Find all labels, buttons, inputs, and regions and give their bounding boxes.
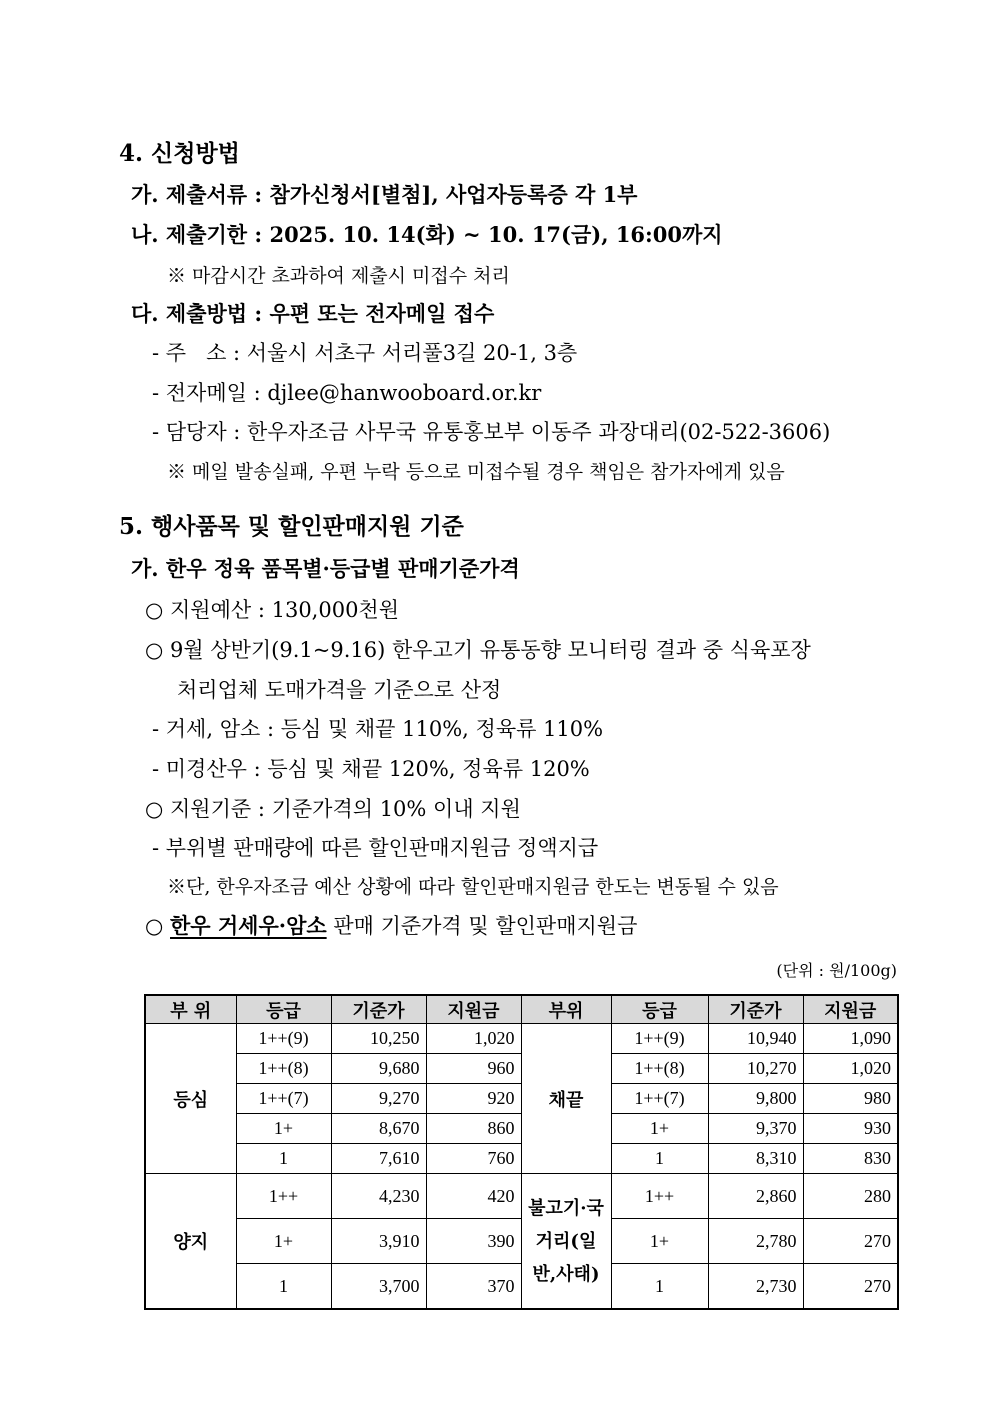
table-header-row bbox=[145, 995, 898, 1024]
submit-deadline-sep: : bbox=[254, 222, 263, 247]
cell-support: 980 bbox=[803, 1084, 898, 1114]
cell-support: 860 bbox=[426, 1114, 521, 1144]
cell-grade: 1++(8) bbox=[236, 1054, 331, 1084]
cell-support: 280 bbox=[803, 1174, 898, 1219]
cell-price: 2,860 bbox=[708, 1174, 803, 1219]
table-intro-rest: 판매 기준가격 및 할인판매지원금 bbox=[333, 914, 638, 938]
cell-support: 920 bbox=[426, 1084, 521, 1114]
header-grade-right: 등급 bbox=[611, 995, 708, 1024]
table-unit: (단위 : 원/100g) bbox=[776, 961, 897, 980]
submit-documents-label: 가. 제출서류 bbox=[131, 182, 248, 207]
cell-support: 420 bbox=[426, 1174, 521, 1219]
basis-line-2: 처리업체 도매가격을 기준으로 산정 bbox=[177, 678, 502, 702]
cell-price: 9,680 bbox=[331, 1054, 426, 1084]
submit-method-value: 우편 또는 전자메일 접수 bbox=[269, 301, 495, 326]
cell-price: 10,250 bbox=[331, 1024, 426, 1054]
cell-support: 370 bbox=[426, 1264, 521, 1310]
submit-documents-sep: : bbox=[254, 182, 263, 207]
submit-deadline-label: 나. 제출기한 bbox=[131, 222, 248, 247]
part-deungsim: 등심 bbox=[145, 1024, 236, 1174]
email-line: - 전자메일 : djlee@hanwooboard.or.kr bbox=[152, 381, 542, 405]
method-note: ※ 메일 발송실패, 우편 누락 등으로 미접수될 경우 책임은 참가자에게 있음 bbox=[167, 461, 785, 483]
price-table bbox=[144, 994, 899, 1310]
cell-support: 1,020 bbox=[426, 1024, 521, 1054]
submit-deadline-line bbox=[131, 221, 723, 249]
rule-heifer: - 미경산우 : 등심 및 채끝 120%, 정육류 120% bbox=[152, 757, 590, 781]
cell-support: 270 bbox=[803, 1219, 898, 1264]
cell-support: 390 bbox=[426, 1219, 521, 1264]
table-row bbox=[145, 1024, 898, 1054]
submit-method-line bbox=[131, 300, 494, 328]
part-bulgogi: 불고기·국거리(일반,사태) bbox=[521, 1174, 611, 1310]
cell-grade: 1++(9) bbox=[236, 1024, 331, 1054]
cell-support: 270 bbox=[803, 1264, 898, 1310]
address-line: - 주 소 : 서울시 서초구 서리풀3길 20-1, 3층 bbox=[152, 341, 578, 365]
cell-price: 9,270 bbox=[331, 1084, 426, 1114]
cell-grade: 1++(9) bbox=[611, 1024, 708, 1054]
cell-price: 7,610 bbox=[331, 1144, 426, 1174]
contact-line: - 담당자 : 한우자조금 사무국 유통홍보부 이동주 과장대리(02-522-3606) bbox=[152, 420, 831, 444]
cell-grade: 1++(8) bbox=[611, 1054, 708, 1084]
cell-price: 10,940 bbox=[708, 1024, 803, 1054]
table-intro-emphasis: 한우 거세우·암소 bbox=[170, 913, 327, 938]
cell-grade: 1+ bbox=[611, 1114, 708, 1144]
cell-grade: 1+ bbox=[611, 1219, 708, 1264]
cell-price: 9,800 bbox=[708, 1084, 803, 1114]
submit-documents-line bbox=[131, 181, 637, 209]
budget-label: ○ 지원예산 bbox=[145, 598, 252, 622]
header-price-left: 기준가 bbox=[331, 995, 426, 1024]
cell-grade: 1 bbox=[236, 1144, 331, 1174]
budget-value: : 130,000천원 bbox=[257, 598, 400, 622]
cell-grade: 1 bbox=[611, 1144, 708, 1174]
deadline-note: ※ 마감시간 초과하여 제출시 미접수 처리 bbox=[167, 265, 510, 287]
cell-price: 9,370 bbox=[708, 1114, 803, 1144]
support-label: ○ 지원기준 bbox=[145, 797, 252, 821]
cell-price: 2,730 bbox=[708, 1264, 803, 1310]
price-subheading: 가. 한우 정육 품목별·등급별 판매기준가격 bbox=[131, 556, 520, 581]
support-value: : 기준가격의 10% 이내 지원 bbox=[257, 797, 521, 821]
cell-grade: 1++ bbox=[611, 1174, 708, 1219]
cell-grade: 1++ bbox=[236, 1174, 331, 1219]
header-part-right: 부위 bbox=[521, 995, 611, 1024]
table-row bbox=[145, 1174, 898, 1219]
part-yangji: 양지 bbox=[145, 1174, 236, 1310]
cell-grade: 1++(7) bbox=[611, 1084, 708, 1114]
support-note: ※단, 한우자조금 예산 상황에 따라 할인판매지원금 한도는 변동될 수 있음 bbox=[167, 876, 779, 898]
rule-steer-cow: - 거세, 암소 : 등심 및 채끝 110%, 정육류 110% bbox=[152, 717, 604, 741]
cell-support: 930 bbox=[803, 1114, 898, 1144]
support-sub: - 부위별 판매량에 따른 할인판매지원금 정액지급 bbox=[152, 836, 599, 860]
cell-price: 8,310 bbox=[708, 1144, 803, 1174]
section-5-title: 5. 행사품목 및 할인판매지원 기준 bbox=[119, 513, 464, 540]
part-chaekkeut: 채끝 bbox=[521, 1024, 611, 1174]
cell-grade: 1 bbox=[611, 1264, 708, 1310]
cell-grade: 1+ bbox=[236, 1114, 331, 1144]
cell-grade: 1++(7) bbox=[236, 1084, 331, 1114]
cell-price: 4,230 bbox=[331, 1174, 426, 1219]
table-intro-bullet: ○ bbox=[145, 914, 164, 938]
cell-support: 1,090 bbox=[803, 1024, 898, 1054]
submit-documents-value: 참가신청서[별첨], 사업자등록증 각 1부 bbox=[269, 182, 638, 207]
cell-grade: 1+ bbox=[236, 1219, 331, 1264]
header-price-right: 기준가 bbox=[708, 995, 803, 1024]
cell-price: 3,910 bbox=[331, 1219, 426, 1264]
cell-support: 760 bbox=[426, 1144, 521, 1174]
submit-method-sep: : bbox=[254, 301, 263, 326]
support-line bbox=[145, 795, 521, 823]
cell-price: 2,780 bbox=[708, 1219, 803, 1264]
cell-support: 960 bbox=[426, 1054, 521, 1084]
header-grade-left: 등급 bbox=[236, 995, 331, 1024]
header-support-right: 지원금 bbox=[803, 995, 898, 1024]
cell-support: 1,020 bbox=[803, 1054, 898, 1084]
budget-line bbox=[145, 596, 399, 624]
cell-price: 10,270 bbox=[708, 1054, 803, 1084]
cell-grade: 1 bbox=[236, 1264, 331, 1310]
section-4-title: 4. 신청방법 bbox=[119, 140, 240, 167]
table-intro bbox=[145, 912, 637, 940]
cell-price: 8,670 bbox=[331, 1114, 426, 1144]
cell-support: 830 bbox=[803, 1144, 898, 1174]
submit-method-label: 다. 제출방법 bbox=[131, 301, 248, 326]
header-part-left: 부 위 bbox=[145, 995, 236, 1024]
header-support-left: 지원금 bbox=[426, 995, 521, 1024]
cell-price: 3,700 bbox=[331, 1264, 426, 1310]
submit-deadline-value: 2025. 10. 14(화) ~ 10. 17(금), 16:00까지 bbox=[269, 222, 723, 247]
basis-line-1: ○ 9월 상반기(9.1~9.16) 한우고기 유통동향 모니터링 결과 중 식육포장 bbox=[145, 638, 811, 662]
